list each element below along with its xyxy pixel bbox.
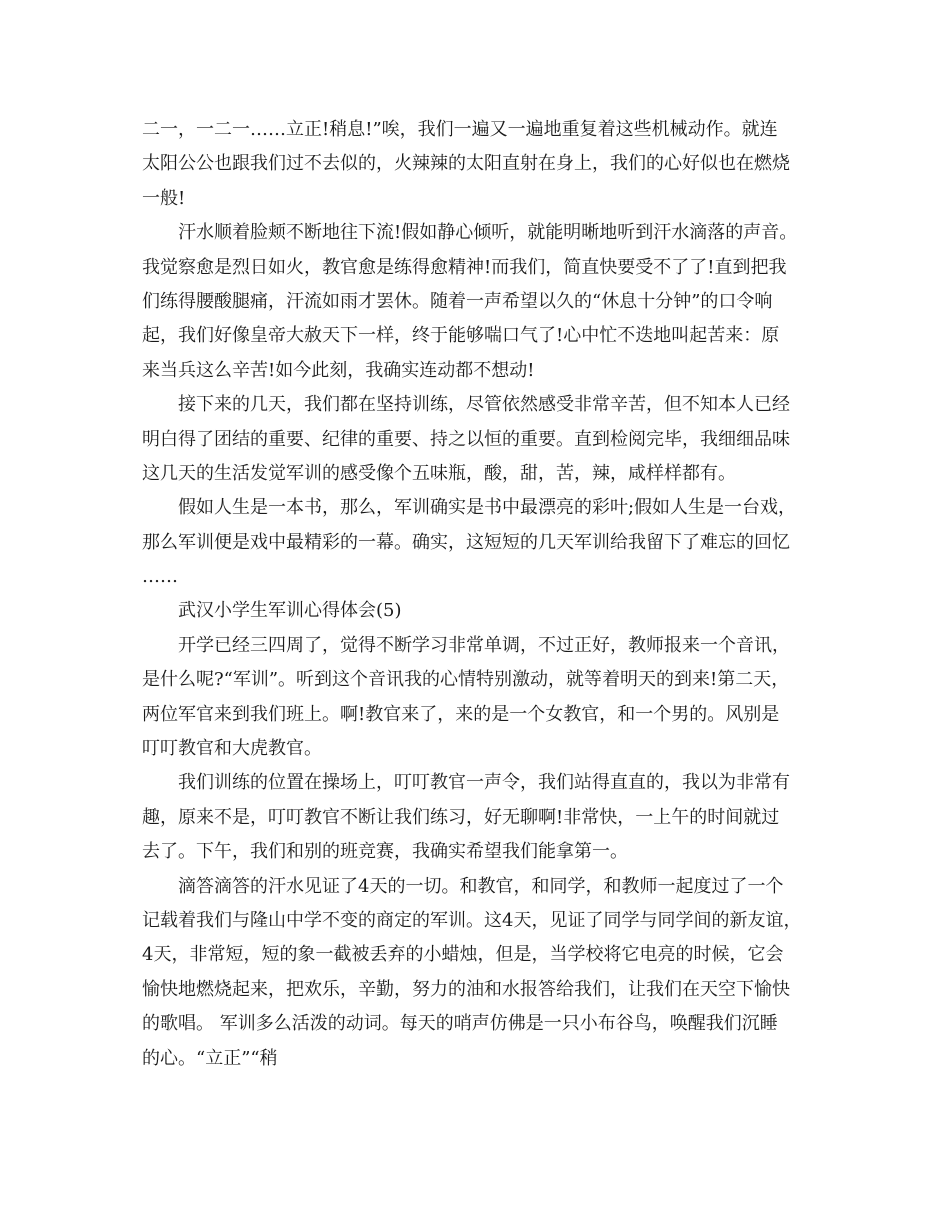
paragraph-first-line: 汗水顺着脸颊不断地往下流!假如静心倾听，就能明晰地听到汗水滴落的声音。 xyxy=(178,222,798,244)
text-line: 两位军官来到我们班上。啊!教官来了，来的是一个女教官，和一个男的。风别是 xyxy=(142,703,780,725)
text-line: 二一，一二一……立正!稍息!”唉，我们一遍又一遍地重复着这些机械动作。就连 xyxy=(142,119,778,140)
text-line: 是什么呢?“军训”。听到这个音讯我的心情特别激动，就等着明天的到来!第二天， xyxy=(142,669,790,691)
text-line: 太阳公公也跟我们过不去似的，火辣辣的太阳直射在身上，我们的心好似也在燃烧 xyxy=(142,153,790,175)
text-line: 明白得了团结的重要、纪律的重要、持之以恒的重要。直到检阅完毕，我细细品味 xyxy=(142,428,790,450)
text-line: 去了。下午，我们和别的班竞赛，我确实希望我们能拿第一。 xyxy=(142,841,628,863)
text-line: …… xyxy=(142,566,178,588)
text-line: 一般! xyxy=(142,187,186,209)
section-heading: 武汉小学生军训心得体会(5) xyxy=(178,600,402,622)
paragraph-first-line: 接下来的几天，我们都在坚持训练，尽管依然感受非常辛苦，但不知本人已经 xyxy=(178,394,790,416)
text-line: 叮叮教官和大虎教官。 xyxy=(142,738,322,760)
text-line: 我觉察愈是烈日如火，教官愈是练得愈精神!而我们，简直快要受不了了!直到把我 xyxy=(142,256,787,278)
text-line: 的歌唱。 军训多么活泼的动词。每天的哨声仿佛是一只小布谷鸟，唤醒我们沉睡 xyxy=(142,1013,778,1035)
paragraph-first-line: 假如人生是一本书，那么，军训确实是书中最漂亮的彩叶;假如人生是一台戏， xyxy=(178,497,797,519)
text-line: 4天，非常短，短的象一截被丢弃的小蜡烛，但是，当学校将它电亮的时候，它会 xyxy=(142,944,784,966)
text-line: 愉快地燃烧起来，把欢乐，辛勤，努力的油和水报答给我们，让我们在天空下愉快 xyxy=(142,978,790,1000)
text-line: 趣，原来不是，叮叮教官不断让我们练习，好无聊啊!非常快，一上午的时间就过 xyxy=(142,806,780,828)
text-line: 记载着我们与隆山中学不变的商定的军训。这4天，见证了同学与同学间的新友谊， xyxy=(142,909,802,931)
text-line: 们练得腰酸腿痛，汗流如雨才罢休。随着一声希望以久的“休息十分钟”的口令响 xyxy=(142,290,773,312)
body-text xyxy=(142,113,822,1076)
text-line: 那么军训便是戏中最精彩的一幕。确实，这短短的几天军训给我留下了难忘的回忆 xyxy=(142,531,790,553)
text-line: 起，我们好像皇帝大赦天下一样，终于能够喘口气了!心中忙不迭地叫起苦来：原 xyxy=(142,325,780,347)
paragraph-first-line: 开学已经三四周了，觉得不断学习非常单调，不过正好，教师报来一个音讯， xyxy=(178,634,790,656)
paragraph-first-line: 我们训练的位置在操场上，叮叮教官一声令，我们站得直直的，我以为非常有 xyxy=(178,772,790,794)
text-line: 来当兵这么辛苦!如今此刻，我确实连动都不想动! xyxy=(142,359,535,381)
text-line: 的心。“立正”“稍 xyxy=(142,1047,278,1069)
paragraph-first-line: 滴答滴答的汗水见证了4天的一切。和教官，和同学，和教师一起度过了一个 xyxy=(178,875,784,897)
text-line: 这几天的生活发觉军训的感受像个五味瓶，酸，甜，苦，辣，咸样样都有。 xyxy=(142,462,736,484)
